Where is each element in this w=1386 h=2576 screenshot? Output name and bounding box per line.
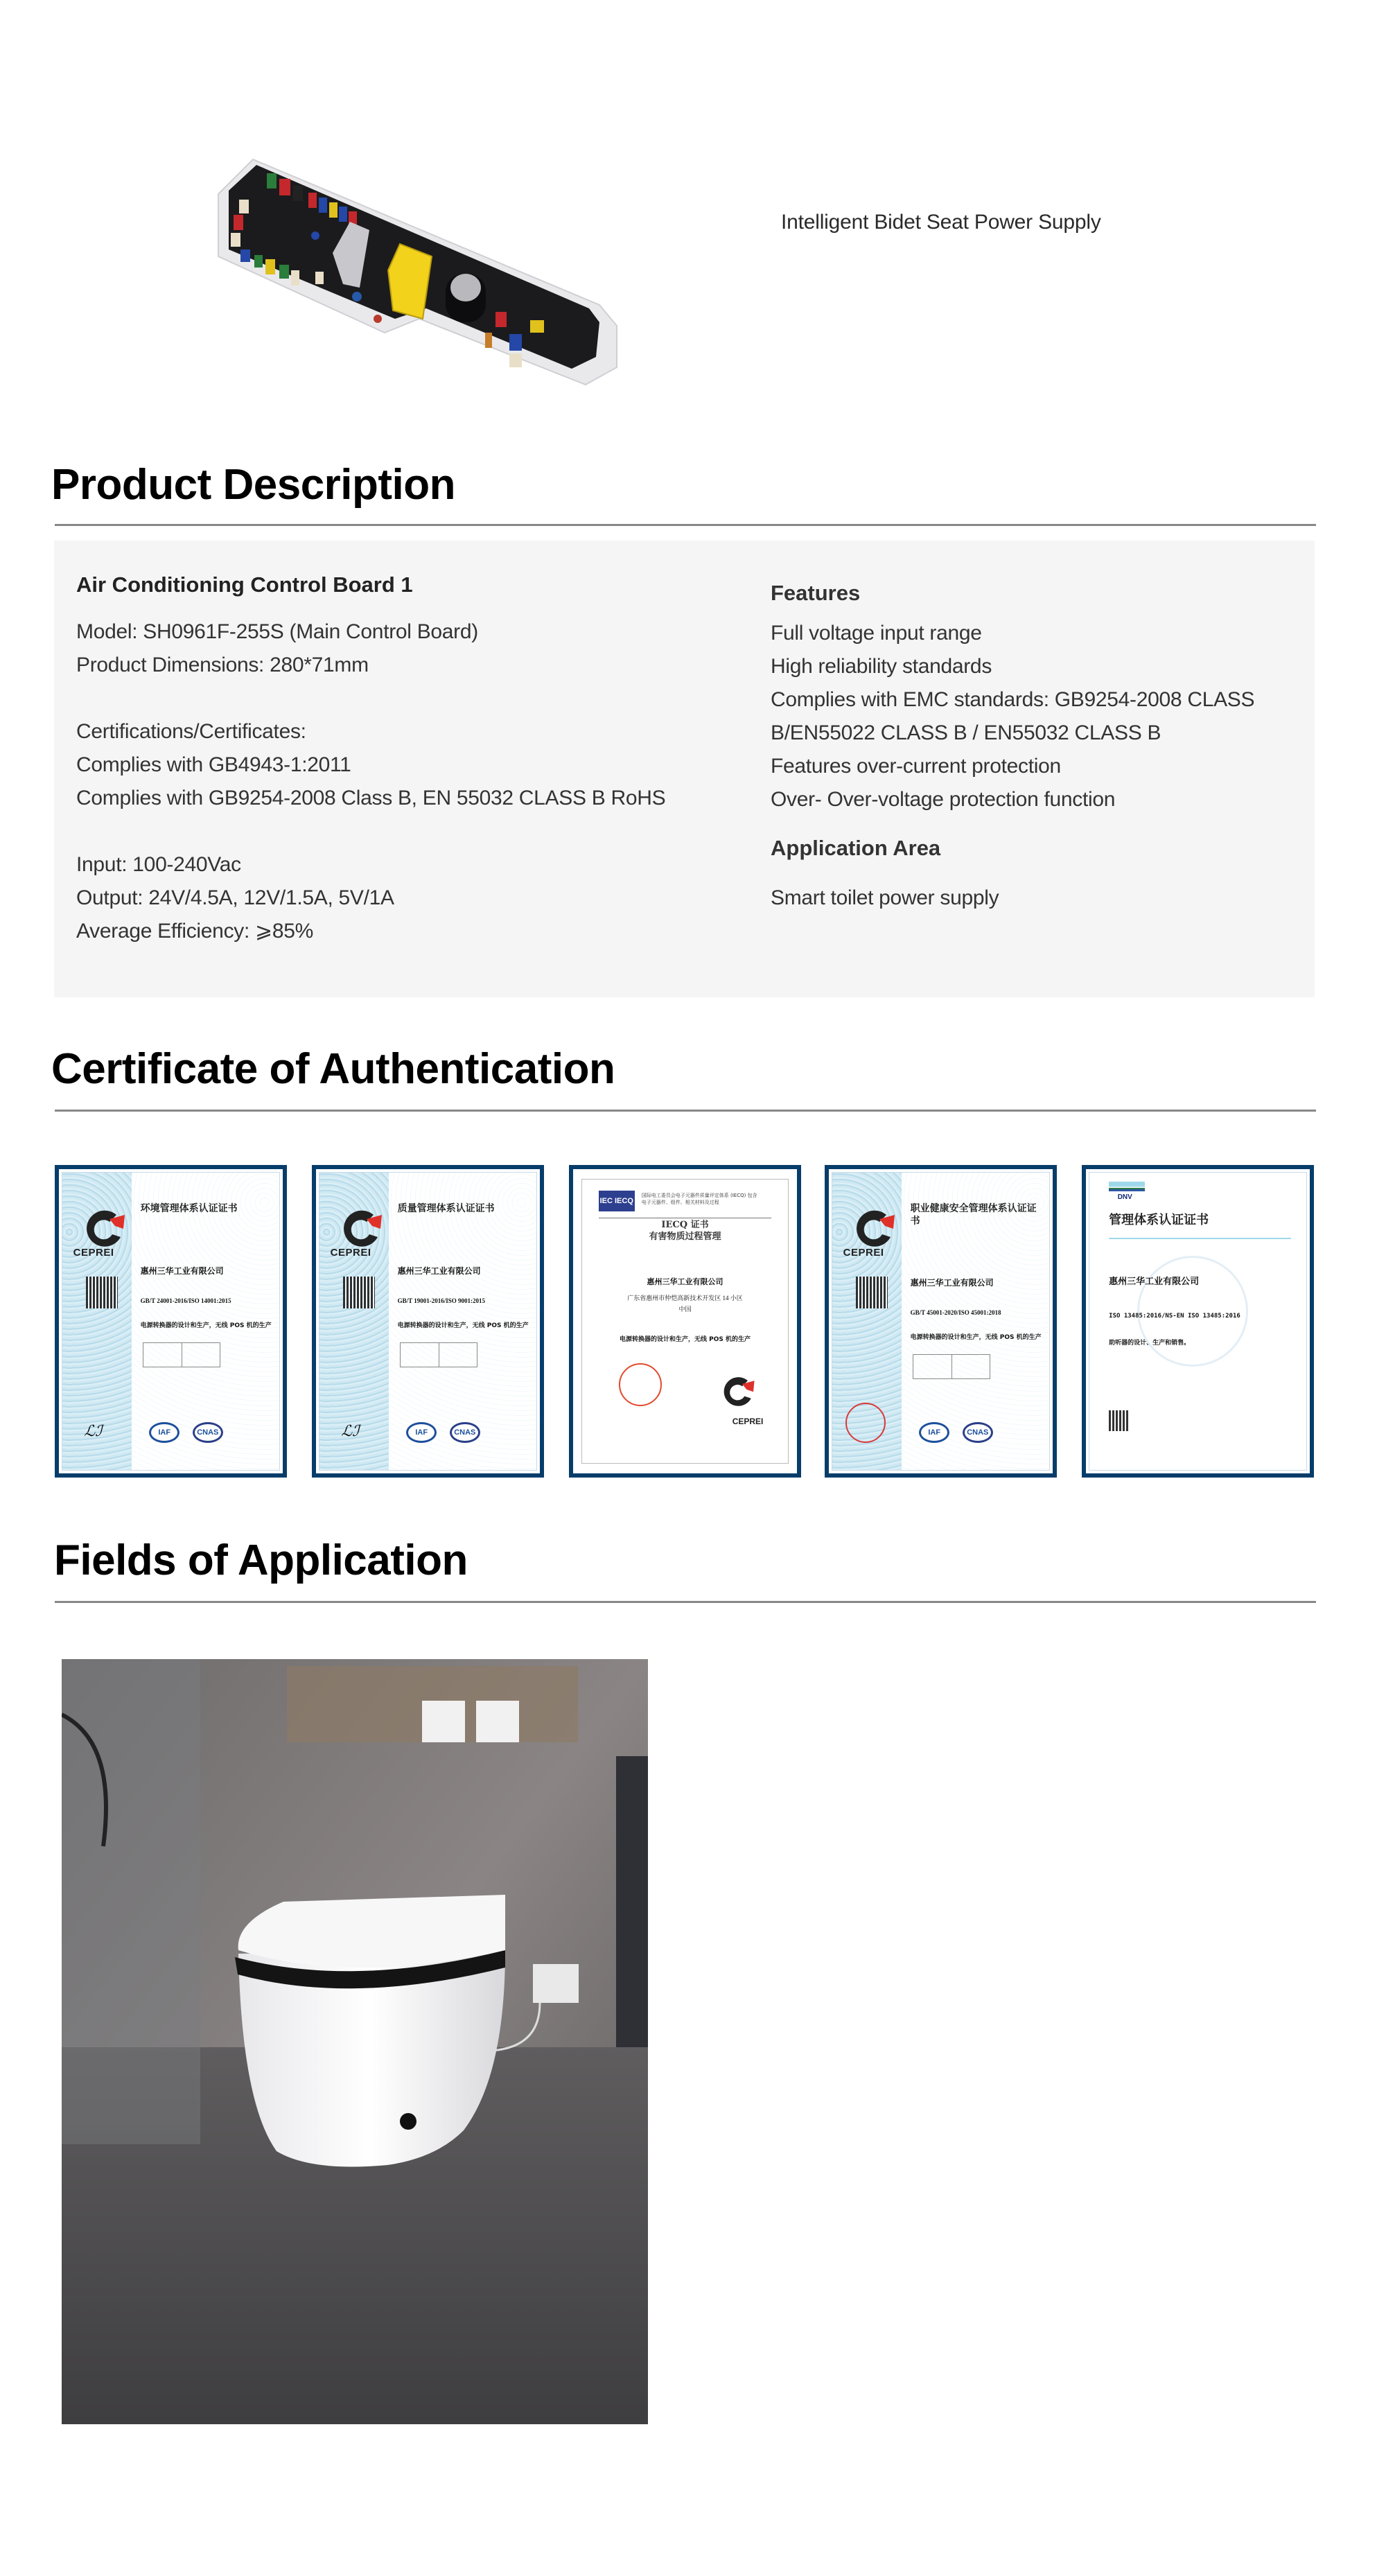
smart-toilet-scene-illustration: [62, 1659, 648, 2424]
certificate-scope: 电源转换器的设计和生产，无线 POS 机的生产: [140, 1322, 272, 1329]
certificate-title: 质量管理体系认证证书: [397, 1202, 495, 1214]
control-board-illustration: [211, 111, 627, 402]
certificate-scope: 电源转换器的设计和生产，无线 POS 机的生产: [397, 1322, 529, 1329]
features-column: [771, 577, 1297, 915]
feature-item: Over- Over-voltage protection function: [771, 788, 1116, 811]
application-item: Smart toilet power supply: [771, 886, 999, 909]
certificates-heading: Certificate of Authentication: [51, 1045, 615, 1093]
title-rule: [1109, 1238, 1291, 1239]
certificate-site-table: [400, 1342, 478, 1367]
iecq-organization: 国际电工委员会电子元器件质量评定体系 (IECQ) 包含电子元器件、组件、相关材料及过程: [641, 1193, 757, 1206]
certificate-title: [582, 1219, 788, 1243]
issuer-logo-text: DNV: [1117, 1193, 1132, 1202]
issuer-logo-text: CEPREI: [732, 1416, 764, 1426]
certificate-subtitle: 有害物质过程管理: [649, 1232, 721, 1243]
ceprei-logo-icon: [720, 1373, 759, 1412]
application-photo: [62, 1659, 648, 2424]
spec-line: Output: 24V/4.5A, 12V/1.5A, 5V/1A: [76, 886, 394, 909]
issuer-logo-text: CEPREI: [330, 1247, 371, 1259]
fields-of-application-heading: Fields of Application: [54, 1536, 468, 1584]
hero-caption: Intelligent Bidet Seat Power Supply: [781, 211, 1101, 234]
iaf-badge-icon: IAF: [149, 1422, 179, 1443]
qr-code-icon: [856, 1277, 888, 1308]
signature-icon: ℒℐ: [341, 1423, 360, 1441]
feature-item: Full voltage input range: [771, 622, 982, 645]
product-description-heading: Product Description: [51, 461, 456, 509]
certificate-country: 中国: [678, 1305, 692, 1313]
certificate-title-main: IECQ 证书: [661, 1220, 709, 1231]
certificate-title: 职业健康安全管理体系认证证书: [910, 1202, 1037, 1227]
spec-line: Product Dimensions: 280*71mm: [76, 654, 369, 676]
features-title: Features: [771, 581, 861, 605]
certificate-scope: 电源转换器的设计和生产，无线 POS 机的生产: [619, 1335, 751, 1343]
iaf-badge-icon: IAF: [919, 1422, 949, 1443]
spec-line: Complies with GB9254-2008 Class B, EN 55032 CLASS B RoHS: [76, 787, 666, 809]
certificate-scope: 电源转换器的设计和生产，无线 POS 机的生产: [910, 1333, 1042, 1341]
cnas-badge-icon: CNAS: [450, 1422, 480, 1443]
certificate-title: 管理体系认证证书: [1109, 1213, 1209, 1228]
spec-line: Average Efficiency: ⩾85%: [76, 920, 314, 943]
feature-item: Features over-current protection: [771, 755, 1061, 778]
certificate-card[interactable]: [1082, 1165, 1314, 1478]
certificate-company: 惠州三华工业有限公司: [910, 1278, 994, 1288]
official-seal-icon: [619, 1363, 662, 1406]
application-area-title: Application Area: [771, 836, 941, 860]
certificate-scope: 助听器的设计、生产和销售。: [1109, 1340, 1191, 1347]
issuer-logo-text: CEPREI: [843, 1247, 884, 1259]
certificate-standard: GB/T 45001-2020/ISO 45001:2018: [910, 1309, 1001, 1317]
features-list: [771, 617, 1297, 816]
certificate-company: 惠州三华工业有限公司: [1109, 1276, 1200, 1287]
iaf-badge-icon: IAF: [406, 1422, 437, 1443]
feature-item: High reliability standards: [771, 655, 992, 678]
application-area-list: [771, 882, 1297, 915]
cnas-badge-icon: CNAS: [963, 1422, 993, 1443]
product-specs-column: [76, 568, 742, 948]
certificate-site-table: [143, 1342, 221, 1367]
certificate-standard: GB/T 24001-2016/ISO 14001:2015: [140, 1297, 231, 1305]
certificate-standard: GB/T 19001-2016/ISO 9001:2015: [397, 1297, 486, 1305]
spec-line: Input: 100-240Vac: [76, 853, 241, 876]
hero-product-image: [211, 111, 627, 402]
spec-line: Model: SH0961F-255S (Main Control Board): [76, 620, 478, 643]
certificate-address: 广东省惠州市仲恺高新技术开发区 14 小区: [627, 1294, 743, 1302]
certificate-company: 惠州三华工业有限公司: [140, 1265, 224, 1276]
feature-item: Complies with EMC standards: GB9254-2008 CLASS: [771, 688, 1255, 711]
certificate-standard: ISO 13485:2016/NS-EN ISO 13485:2016: [1109, 1312, 1240, 1320]
section-divider: [55, 1110, 1316, 1112]
qr-code-icon: [1109, 1410, 1130, 1431]
certificate-card[interactable]: [825, 1165, 1057, 1478]
product-name: Air Conditioning Control Board 1: [76, 572, 413, 597]
section-divider: [55, 524, 1316, 526]
section-divider: [55, 1601, 1316, 1603]
certificate-company: 惠州三华工业有限公司: [647, 1277, 723, 1287]
iec-logo-icon: IEC IECQ: [599, 1191, 635, 1211]
certificate-site-table: [913, 1354, 991, 1379]
product-description-box: [54, 541, 1315, 997]
official-seal-icon: [845, 1403, 886, 1443]
certificate-card[interactable]: [569, 1165, 801, 1478]
spec-line: Complies with GB4943-1:2011: [76, 753, 351, 776]
issuer-logo-text: CEPREI: [73, 1247, 114, 1259]
signature-icon: ℒℐ: [84, 1423, 103, 1441]
qr-code-icon: [86, 1277, 118, 1308]
certificate-company: 惠州三华工业有限公司: [397, 1265, 481, 1276]
certificate-card[interactable]: [312, 1165, 544, 1478]
cnas-badge-icon: CNAS: [193, 1422, 223, 1443]
feature-item: B/EN55022 CLASS B / EN55032 CLASS B: [771, 721, 1161, 744]
iecq-header: [599, 1188, 771, 1218]
certificate-title: 环境管理体系认证证书: [140, 1202, 238, 1214]
spec-line: Certifications/Certificates:: [76, 720, 306, 743]
dnv-logo-bar-icon: [1109, 1182, 1145, 1191]
dnv-watermark-icon: [1137, 1256, 1248, 1367]
qr-code-icon: [343, 1277, 375, 1308]
certificate-card[interactable]: [55, 1165, 287, 1478]
